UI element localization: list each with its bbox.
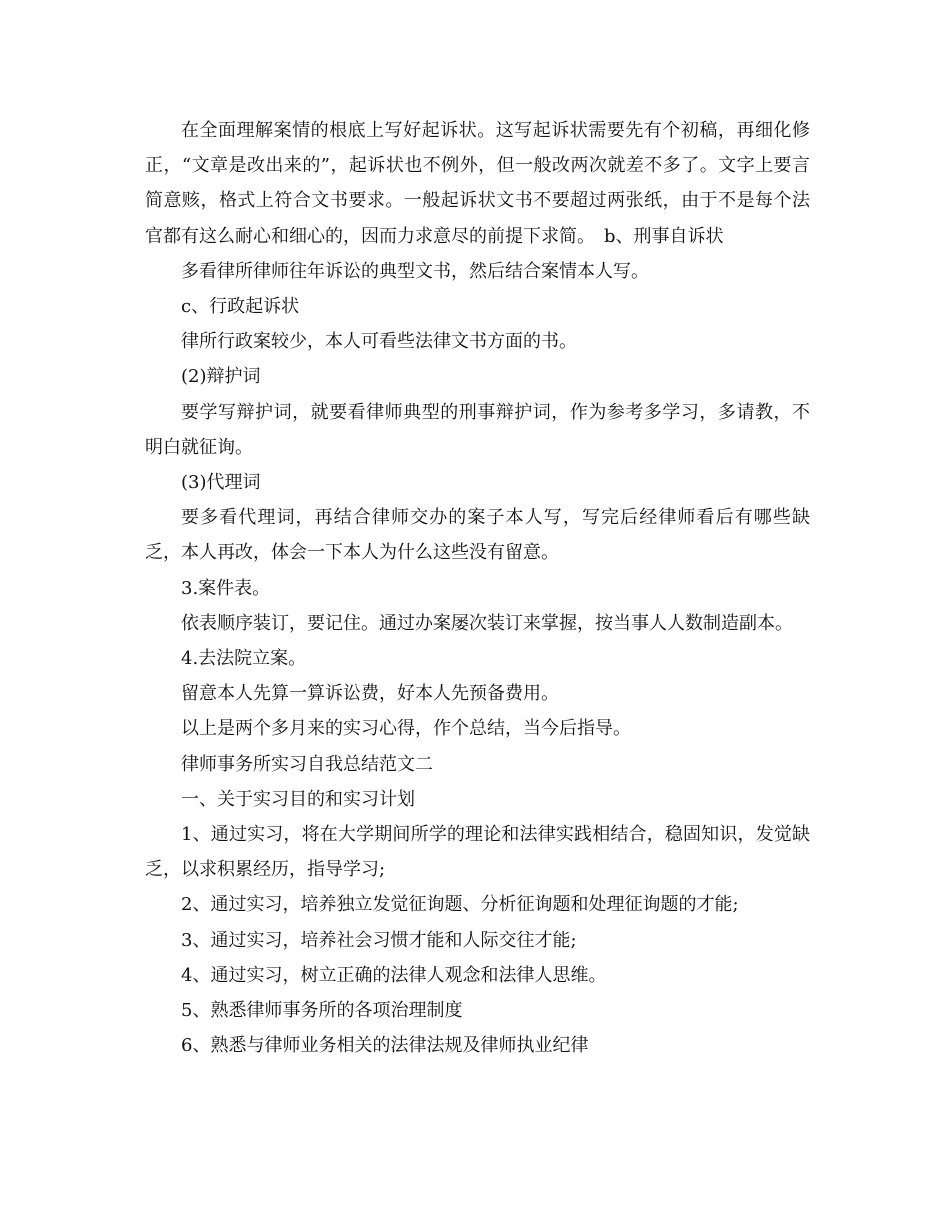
heading-agency-statement: (3)代理词 bbox=[181, 472, 261, 494]
heading-administrative-complaint: c、行政起诉状 bbox=[181, 296, 300, 318]
document-body bbox=[145, 113, 810, 1063]
paragraph-administrative-tip: 律所行政案较少，本人可看些法律文书方面的书。 bbox=[181, 331, 577, 353]
list-item-4: 4、通过实习，树立正确的法律人观念和法律人思维。 bbox=[181, 964, 607, 986]
list-item-5: 5、熟悉律师事务所的各项治理制度 bbox=[181, 1000, 463, 1022]
list-item-1: 1、通过实习，将在大学期间所学的理论和法律实践相结合，稳固知识，发觉缺乏，以求积累经历，指导学习; bbox=[145, 824, 810, 881]
list-item-6: 6、熟悉与律师业务相关的法律法规及律师执业纪律 bbox=[181, 1035, 589, 1057]
paragraph-criminal-complaint-tip: 多看律所律师往年诉讼的典型文书，然后结合案情本人写。 bbox=[181, 260, 649, 282]
heading-court-filing: 4.去法院立案。 bbox=[181, 648, 307, 670]
list-item-2: 2、通过实习，培养独立发觉征询题、分析征询题和处理征询题的才能; bbox=[181, 894, 739, 916]
paragraph-court-filing-tip: 留意本人先算一算诉讼费，好本人先预备费用。 bbox=[181, 683, 559, 705]
paragraph-defense-tip: 要学写辩护词，就要看律师典型的刑事辩护词，作为参考多学习，多请教，不明白就征询。 bbox=[145, 401, 810, 458]
heading-defense-statement: (2)辩护词 bbox=[181, 366, 261, 388]
heading-purpose-and-plan: 一、关于实习目的和实习计划 bbox=[181, 788, 415, 810]
paragraph-complaint-drafting: 在全面理解案情的根底上写好起诉状。这写起诉状需要先有个初稿，再细化修正，“文章是改出来的”，起诉状也不例外，但一般改两次就差不多了。文字上要言简意赅，格式上符合文书要求。一般起诉状文书不要超过两张纸，由于不是每个法官都有这么耐心和细心的，因而力求意尽的前提下求简。 b、刑事自诉状 bbox=[145, 120, 810, 247]
paragraph-summary: 以上是两个多月来的实习心得，作个总结，当今后指导。 bbox=[181, 718, 631, 740]
heading-case-form: 3.案件表。 bbox=[181, 577, 271, 599]
section-title-sample-two: 律师事务所实习自我总结范文二 bbox=[181, 753, 433, 775]
paragraph-agency-tip: 要多看代理词，再结合律师交办的案子本人写，写完后经律师看后有哪些缺乏，本人再改，体会一下本人为什么这些没有留意。 bbox=[145, 507, 810, 564]
paragraph-case-form-tip: 依表顺序装订，要记住。通过办案屡次装订来掌握，按当事人人数制造副本。 bbox=[181, 612, 793, 634]
list-item-3: 3、通过实习，培养社会习惯才能和人际交往才能; bbox=[181, 929, 577, 951]
